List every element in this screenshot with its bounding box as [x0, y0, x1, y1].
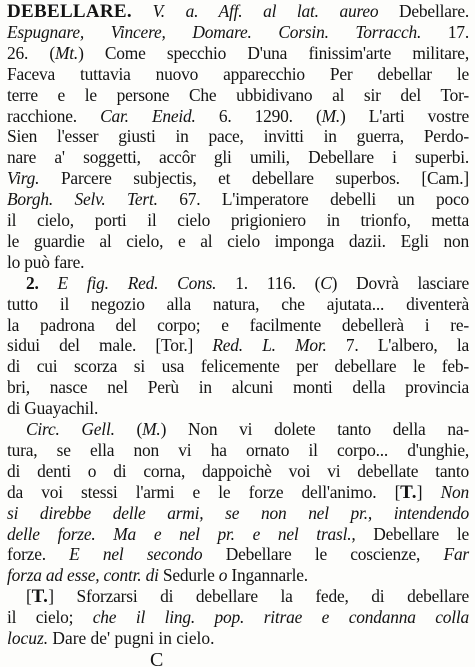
line-7: Sien l'esser giusti in pace, invitti in guerra, Perdo-: [7, 126, 469, 147]
line-26: delle forze. Ma e nel pr. e nel trasl., Debellare le: [7, 523, 469, 544]
line-24: da voi stessi l'armi e le forze dell'animo. [T.] Non: [7, 481, 469, 503]
line-20: di Guayachil.: [7, 398, 99, 419]
line-30: il cielo; che il ling. pop. ritrae e condanna colla: [7, 607, 469, 628]
line-3: 26. (Mt.) Come specchio D'una finissim'arte militare,: [7, 42, 469, 63]
line-6: racchione. Car. Eneid. 6. 1290. (M.) L'arti vostre: [7, 105, 469, 126]
line-11: il cielo, porti il cielo prigioniero in trionfo, metta: [7, 210, 469, 230]
line-31: locuz. Dare de' pugni in cielo.: [7, 628, 215, 648]
line-10: Borgh. Selv. Tert. 67. L'imperatore debelli un poco: [7, 189, 469, 210]
line-22: tura, se ella non vi ha ornato il corpo... d'unghie,: [7, 439, 469, 460]
line-27: forze. E nel secondo Debellare le coscienze, Far: [7, 544, 470, 565]
line-4: Faceva tuttavia nuovo apparecchio Per debellar le: [7, 63, 469, 84]
entry-headword: DEBELLARE.: [7, 1, 132, 22]
line-9: Virg. Parcere subjectis, et debellare superbos. [Cam.]: [7, 168, 469, 189]
line-25: si direbbe delle armi, se non nel pr., intendendo: [7, 502, 469, 523]
line-28: forza ad esse, contr. di Sedurle o Ingannarle.: [7, 565, 308, 586]
line-12: le guardie al cielo, e al cielo imponga dazii. Egli non: [7, 230, 469, 251]
line-1: DEBELLARE. V. a. Aff. al lat. aureo Debellare.: [7, 1, 469, 22]
line-19: bri, nasce nel Perù in alcuni monti della provincia: [7, 377, 469, 398]
line-16: la padrona del corpo; e facilmente debellerà i re-: [7, 314, 469, 335]
line-29: [T.] Sforzarsi di debellare la fede, di debellare: [26, 586, 469, 608]
line-5: terre e le persone Che ubbidivano al sir del Tor-: [7, 84, 469, 105]
line-14: 2. E fig. Red. Cons. 1. 116. (C) Dovrà lasciare: [26, 272, 469, 293]
line-2: Espugnare, Vincere, Domare. Corsin. Torracch. 17.: [7, 21, 469, 42]
line-23: di denti o di corna, dappoichè voi vi debellate tanto: [7, 460, 469, 481]
line-21: Circ. Gell. (M.) Non vi dolete tanto della na-: [26, 419, 469, 439]
line-8: nare a' soggetti, accôr gli umili, Debellare i superbi.: [7, 147, 469, 168]
bottom-text-fragment: C: [150, 649, 164, 671]
sense-number: 2.: [26, 272, 39, 293]
line-17: sidui del male. [Tor.] Red. L. Mor. 7. L'albero, la: [7, 335, 469, 356]
line-18: di cui scorza si usa felicemente per debellare le feb-: [7, 356, 469, 377]
line-15: tutto il negozio alla natura, che ajutata... diventerà: [7, 293, 469, 314]
line-13: lo può fare.: [7, 251, 85, 272]
